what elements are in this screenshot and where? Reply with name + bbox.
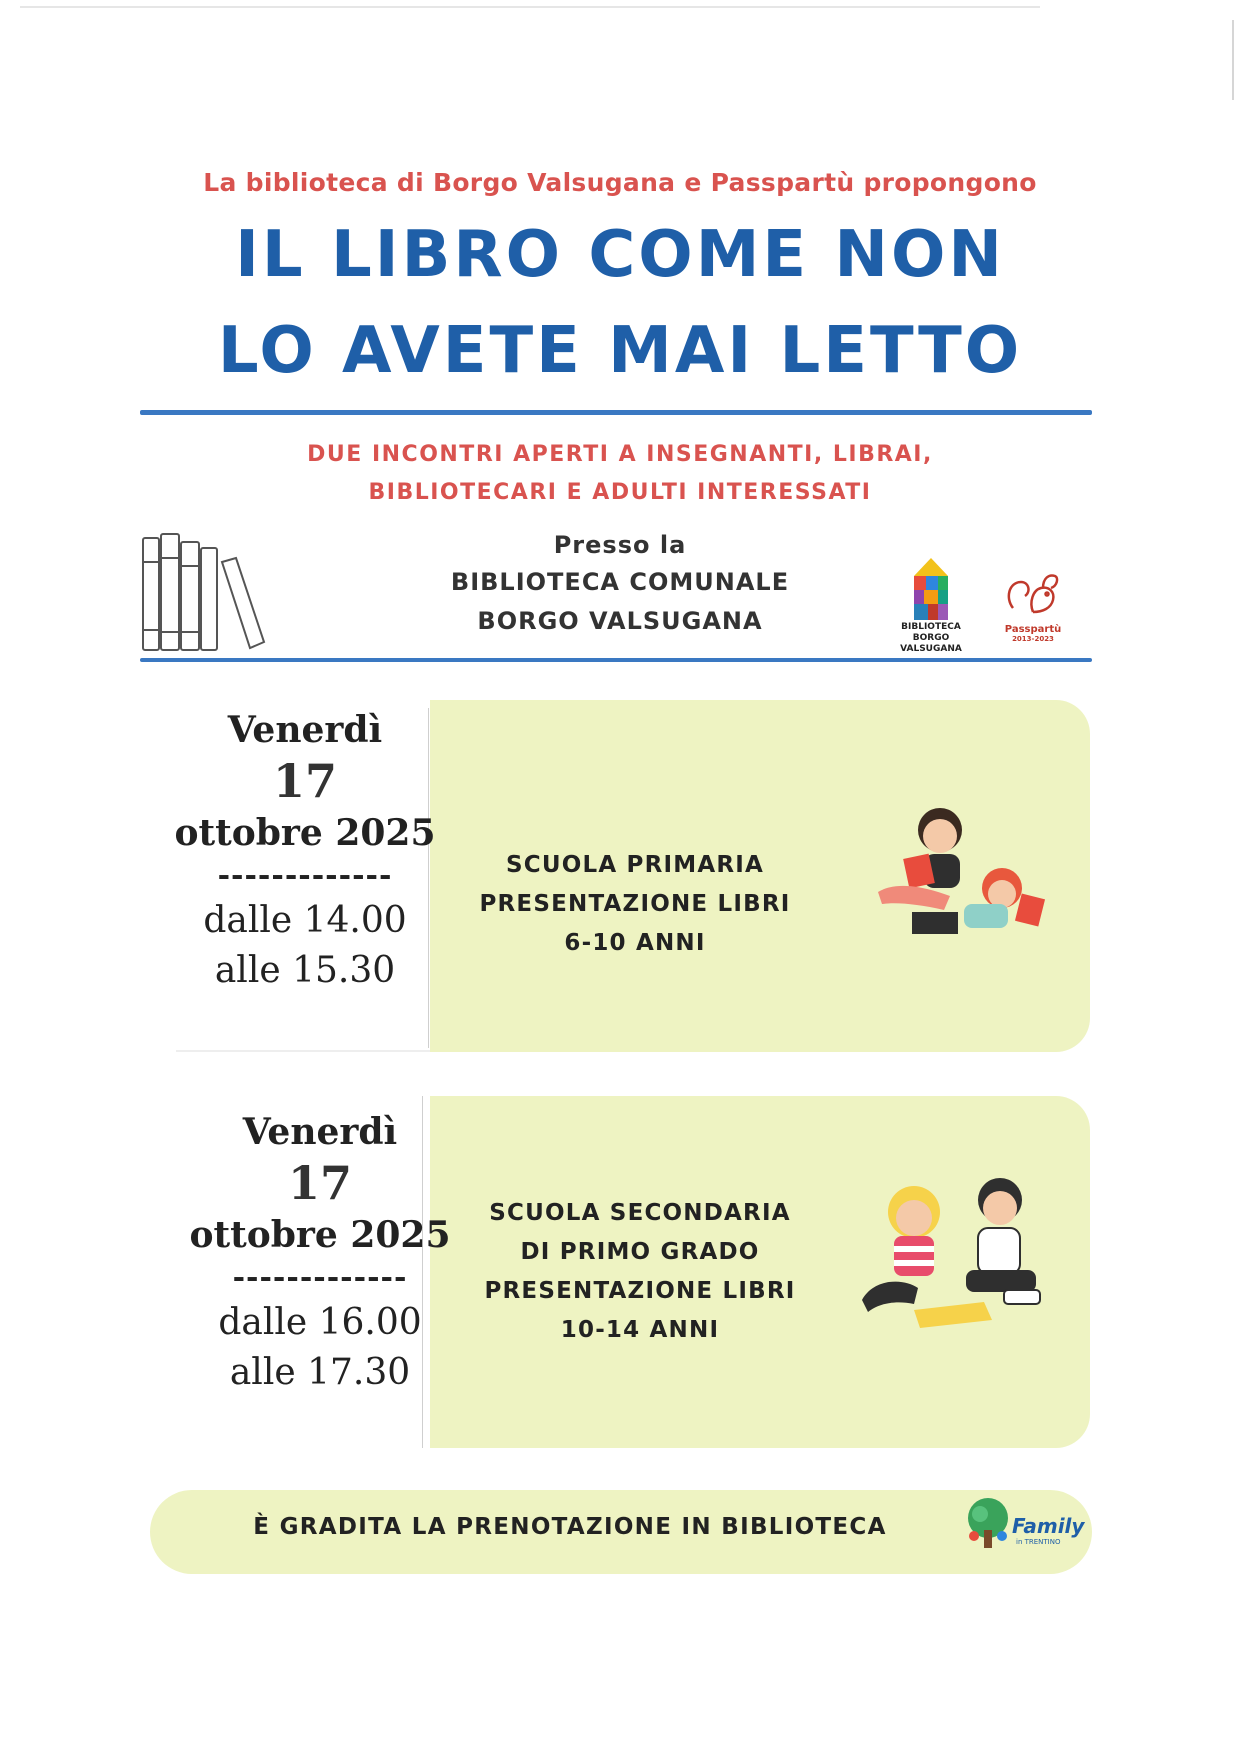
event-1-date	[170, 708, 440, 996]
booking-note: È GRADITA LA PRENOTAZIONE IN BIBLIOTECA	[253, 1514, 887, 1540]
event-2-line-4: 10-14 ANNI	[560, 1317, 720, 1343]
event-2-separator: -------------	[232, 1260, 408, 1295]
venue-line-3: BORGO VALSUGANA	[477, 607, 763, 635]
venue-divider	[140, 658, 1092, 662]
event-1-month-year: ottobre 2025	[174, 812, 436, 854]
audience-line-2: BIBLIOTECARI E ADULTI INTERESSATI	[368, 480, 872, 505]
passpartu-logo-name: Passpartù	[1004, 624, 1062, 635]
event-2-line-3: PRESENTAZIONE LIBRI	[484, 1278, 796, 1304]
venue-line-1: Presso la	[553, 531, 687, 559]
squirrel-icon	[1003, 568, 1063, 620]
event-1-line-1: SCUOLA PRIMARIA	[505, 852, 765, 878]
top-divider	[140, 410, 1092, 415]
passpartu-logo-years: 2013-2023	[1012, 635, 1054, 643]
event-2-date-number: 17	[287, 1156, 352, 1210]
scan-edge-right	[1232, 20, 1234, 100]
teens-reading-illustration	[854, 1170, 1054, 1340]
event-1-day: Venerdì	[227, 709, 383, 751]
passpartu-logo	[998, 568, 1068, 648]
event-2-time-to: alle 17.30	[229, 1352, 411, 1393]
intro-line: La biblioteca di Borgo Valsugana e Passpartù propongono	[203, 168, 1037, 197]
event-2-day: Venerdì	[242, 1111, 398, 1153]
family-tree-icon	[962, 1496, 1014, 1552]
biblioteca-tower-icon	[908, 556, 954, 622]
title-line-2: LO AVETE MAI LETTO	[217, 314, 1023, 388]
family-in-trentino-logo	[962, 1496, 1085, 1562]
event-2-description	[470, 1194, 810, 1350]
event-2-line-2: DI PRIMO GRADO	[520, 1239, 760, 1265]
event-1-line-2: PRESENTAZIONE LIBRI	[479, 891, 791, 917]
biblioteca-logo-caption-1: BIBLIOTECA	[901, 622, 961, 632]
event-2-line-1: SCUOLA SECONDARIA	[489, 1200, 791, 1226]
event-1-time-to: alle 15.30	[214, 950, 396, 991]
biblioteca-logo-caption-2: BORGO VALSUGANA	[900, 633, 962, 654]
audience-line-1: DUE INCONTRI APERTI A INSEGNANTI, LIBRAI,	[307, 442, 933, 467]
event-1-line-3: 6-10 ANNI	[564, 930, 706, 956]
event-1-description	[470, 846, 800, 963]
event-1-time-from: dalle 14.00	[203, 900, 407, 941]
date-underline-1	[176, 1050, 430, 1052]
event-1-separator: -------------	[217, 858, 393, 893]
family-logo-sub: in TRENTINO	[1016, 1538, 1061, 1546]
family-logo-word: Family	[1012, 1514, 1085, 1538]
venue-line-2: BIBLIOTECA COMUNALE	[450, 568, 790, 596]
title-line-1: IL LIBRO COME NON	[235, 218, 1005, 292]
event-2-month-year: ottobre 2025	[189, 1214, 451, 1256]
biblioteca-logo	[888, 556, 974, 652]
event-1-date-number: 17	[272, 754, 337, 808]
children-reading-illustration	[868, 800, 1048, 950]
event-2-time-from: dalle 16.00	[218, 1302, 422, 1343]
event-2-date	[185, 1110, 455, 1398]
scan-edge-top	[20, 6, 1040, 8]
